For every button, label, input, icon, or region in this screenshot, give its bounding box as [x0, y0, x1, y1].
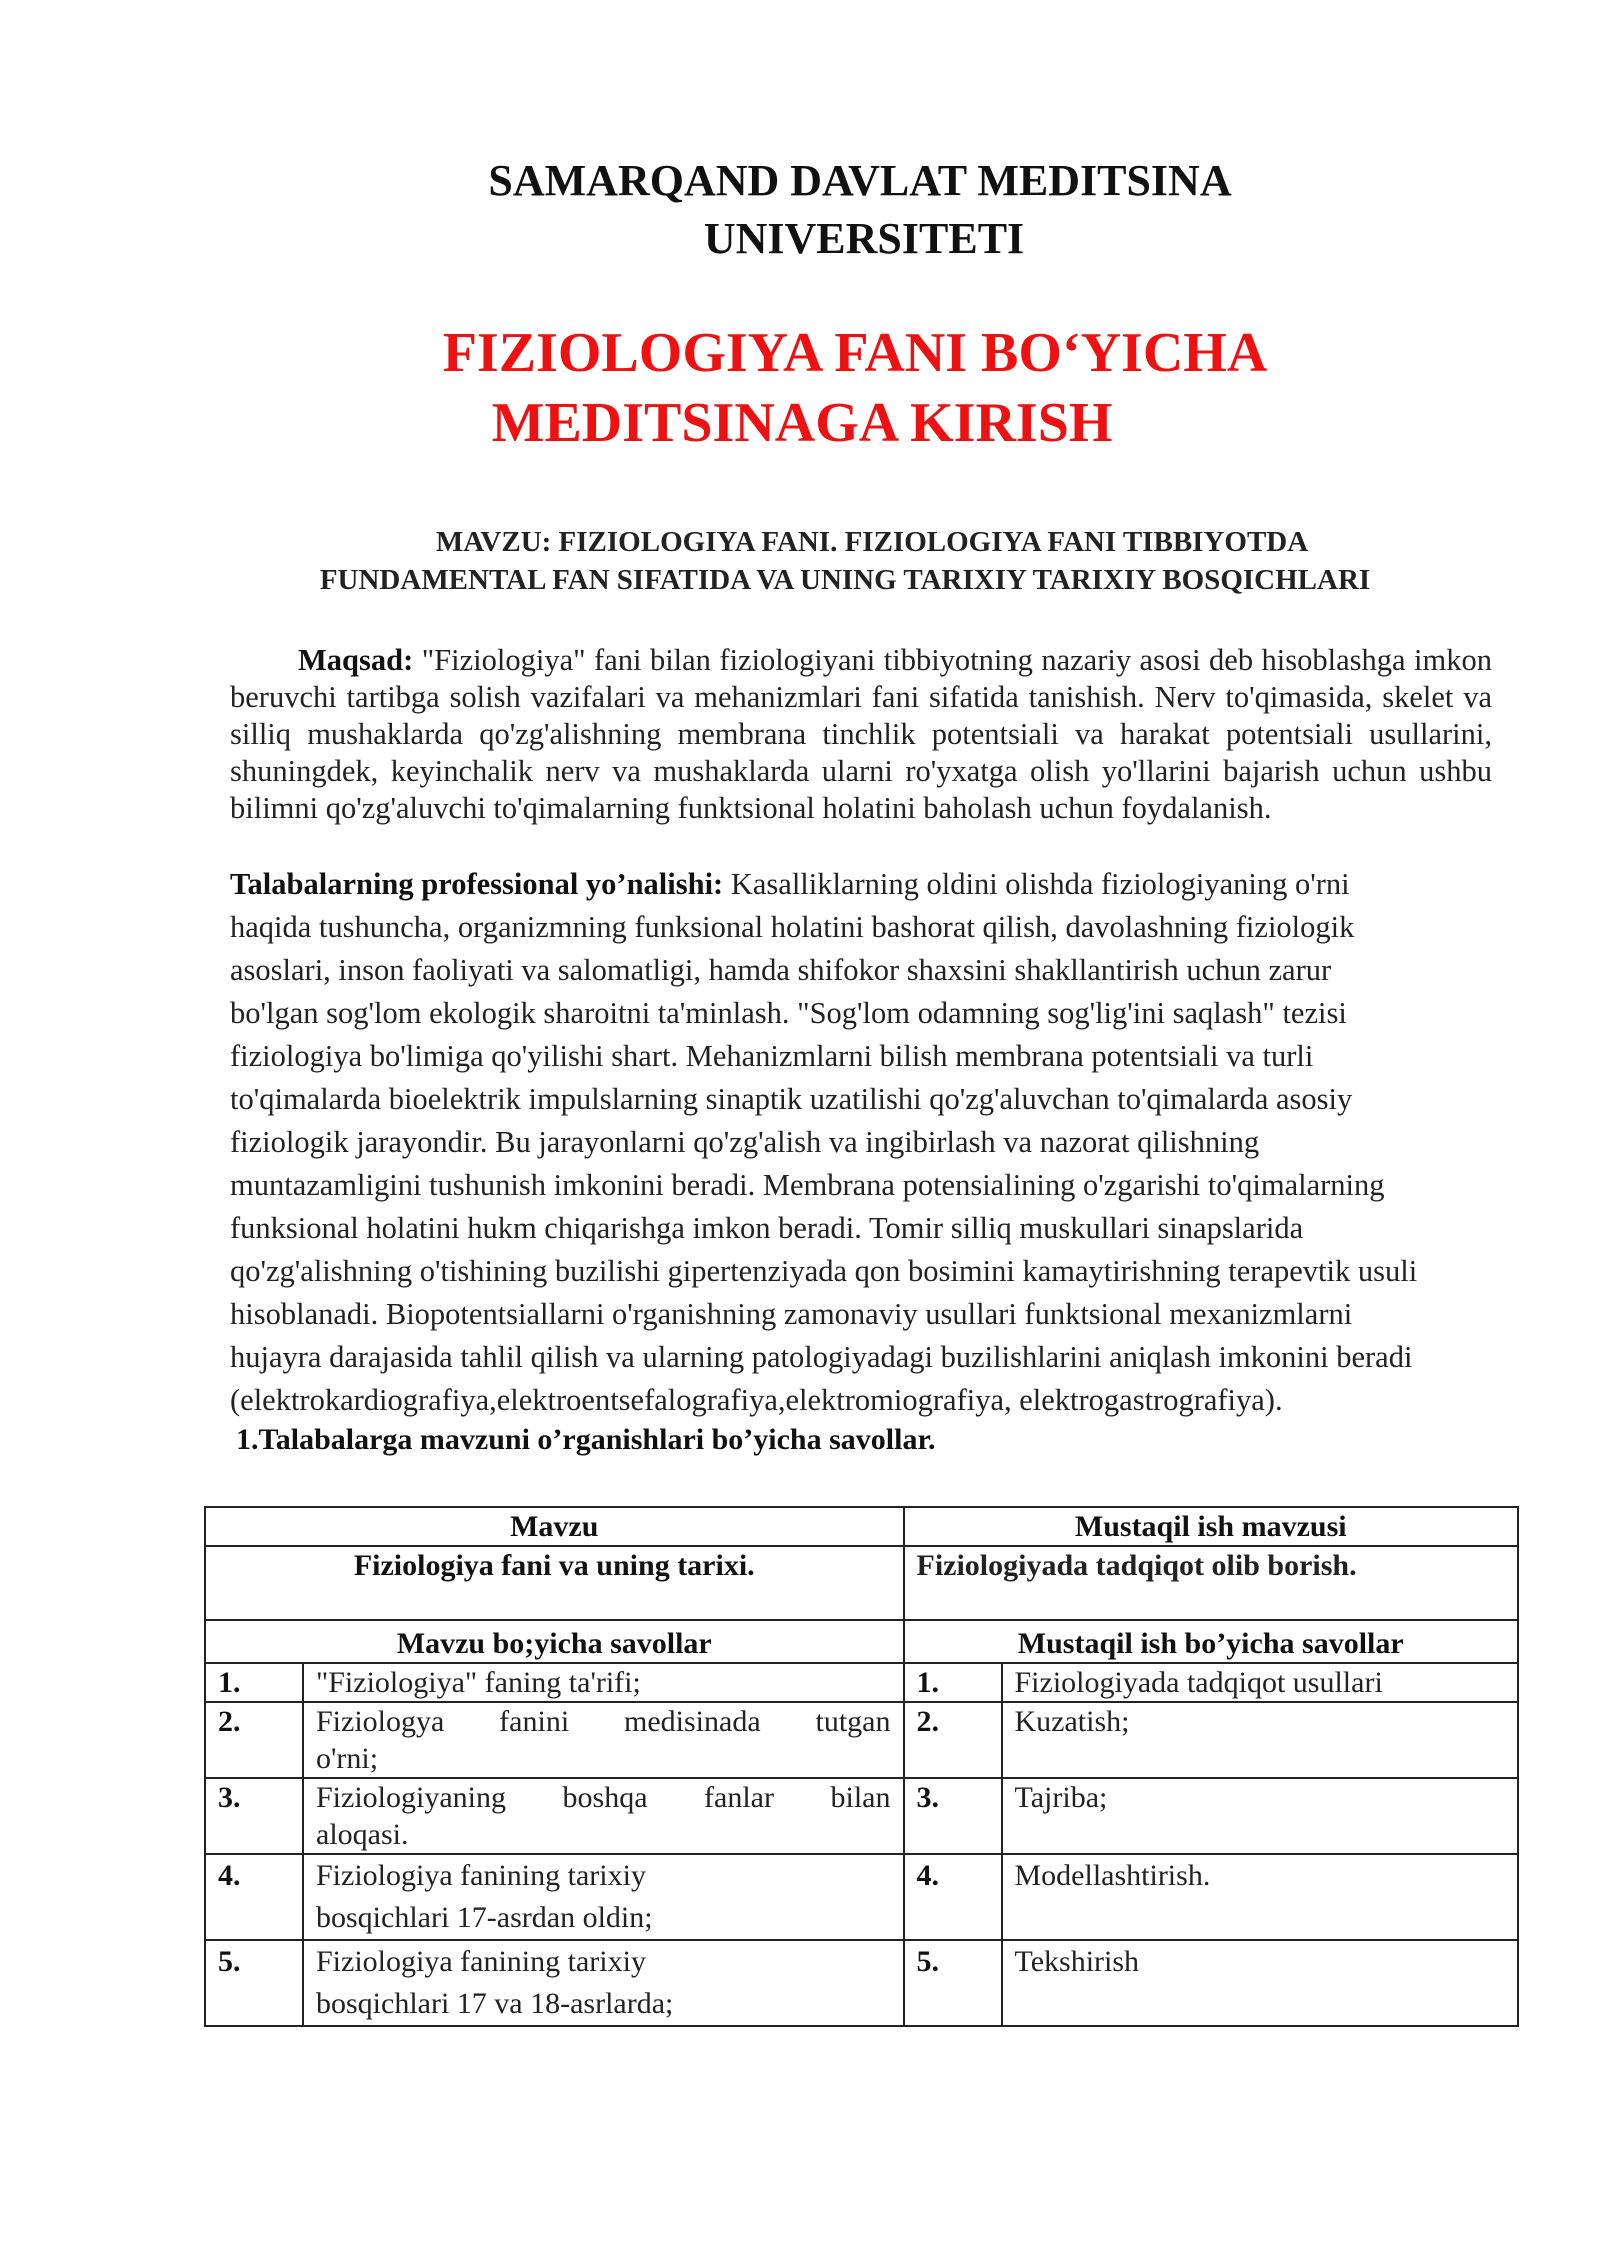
topic-question: [303, 1940, 904, 2026]
institution-line-1: SAMARQAND DAVLAT MEDITSINA: [488, 156, 1232, 205]
row-number: 2.: [904, 1702, 1002, 1778]
table-row: [205, 1702, 1518, 1778]
goal-label: Maqsad:: [298, 643, 414, 677]
topic-question-text-cont: aloqasi.: [316, 1818, 409, 1851]
independent-question: Tekshirish: [1002, 1940, 1519, 2026]
topic-question: [303, 1702, 904, 1778]
topic-line-2: FUNDAMENTAL FAN SIFATIDA VA UNING TARIXIY TARIXIY BOSQICHLARI: [319, 564, 1371, 596]
prof-text-0: Kasalliklarning oldini olishda fiziologiyaning o'rni: [730, 867, 1350, 901]
title-line-2: MEDITSINAGA KIRISH: [491, 392, 1113, 454]
prof-line-12: (elektrokardiografiya,elektroentsefalografiya,elektromiografiya, elektrogastrografiya).: [230, 1383, 1283, 1417]
row-number: 1.: [205, 1663, 303, 1702]
table-row: [205, 1663, 1518, 1702]
topic-question-text-cont: o'rni;: [316, 1742, 379, 1775]
row-number: 2.: [205, 1702, 303, 1778]
table-row: [205, 1778, 1518, 1854]
row-number: 4.: [205, 1854, 303, 1940]
topic-question: [303, 1854, 904, 1940]
col1-topic: Fiziologiya fani va uning tarixi.: [205, 1546, 904, 1620]
col2-topic: Fiziologiyada tadqiqot olib borish.: [904, 1546, 1519, 1620]
goal-text: "Fiziologiya" fani bilan fiziologiyani tibbiyotning nazariy asosi deb hisoblashga imkon beruvchi tartibga solish vazifalari va mehanizmlari fani sifatida tanishish. Nerv to'qimasida, skelet va silliq mushaklarda qo'zg'alishning membrana tinchlik potentsiali va harakat potentsiali usullarini, shuningdek, keyinchalik nerv va mushaklarda ularni ro'yxatga olish yo'llarini bajarish uchun ushbu bilimni qo'zg'aluvchi to'qimalarning funktsional holatini baholash uchun foydalanish.: [230, 643, 1492, 825]
goal-paragraph: [230, 642, 1492, 827]
topic-question-text-cont: bosqichlari 17 va 18-asrlarda;: [316, 1987, 674, 2020]
topic-question-text-cont: bosqichlari 17-asrdan oldin;: [316, 1901, 653, 1934]
row-number: 3.: [904, 1778, 1002, 1854]
topic-question: [303, 1778, 904, 1854]
prof-line-0: [230, 863, 1492, 906]
col1-header: Mavzu: [205, 1507, 904, 1546]
row-number: 5.: [904, 1940, 1002, 2026]
topic-question-text: "Fiziologiya" faning ta'rifi;: [316, 1666, 641, 1699]
row-number: 3.: [205, 1778, 303, 1854]
professional-paragraph: [230, 863, 1492, 1422]
topic-text-1: FIZIOLOGIYA FANI. FIZIOLOGIYA FANI TIBBIYOTDA: [558, 526, 1309, 558]
prof-line-5: to'qimalarda bioelektrik impulslarning sinaptik uzatilishi qo'zg'aluvchan to'qimalarda asosiy: [230, 1082, 1353, 1116]
table-row: [205, 1854, 1518, 1940]
professional-label: Talabalarning professional yo’nalishi:: [230, 867, 724, 901]
prof-line-2: asoslari, inson faoliyati va salomatligi, hamda shifokor shaxsini shakllantirish uchun zarur: [230, 953, 1332, 987]
topic-question-text: Fiziologiya fanining tarixiy: [316, 1859, 646, 1892]
topic-question-text: Fiziologya fanini medisinada tutgan: [316, 1705, 891, 1738]
row-number: 1.: [904, 1663, 1002, 1702]
row-number: 4.: [904, 1854, 1002, 1940]
table-subheader-row: [205, 1620, 1518, 1663]
independent-question: Tajriba;: [1002, 1778, 1519, 1854]
col1-subheader: Mavzu bo;yicha savollar: [205, 1620, 904, 1663]
topic-question-text: Fiziologiyaning boshqa fanlar bilan: [316, 1781, 891, 1814]
document-title: [0, 318, 1600, 458]
topic-line-1: [200, 523, 1490, 561]
questions-heading: 1.Talabalarga mavzuni o’rganishlari bo’yicha savollar.: [236, 1423, 936, 1456]
independent-question: Kuzatish;: [1002, 1702, 1519, 1778]
row-number: 5.: [205, 1940, 303, 2026]
topic-heading: [200, 523, 1490, 599]
col2-header: Mustaqil ish mavzusi: [904, 1507, 1519, 1546]
independent-question: Fiziologiyada tadqiqot usullari: [1002, 1663, 1519, 1702]
topic-question: [303, 1663, 904, 1702]
col2-subheader: Mustaqil ish bo’yicha savollar: [904, 1620, 1519, 1663]
prof-line-6: fiziologik jarayondir. Bu jarayonlarni qo'zg'alish va ingibirlash va nazorat qilishning: [230, 1125, 1260, 1159]
prof-line-3: bo'lgan sog'lom ekologik sharoitni ta'minlash. "Sog'lom odamning sog'lig'ini saqlash" tezisi: [230, 996, 1347, 1030]
questions-table: [204, 1506, 1519, 2027]
prof-line-7: muntazamligini tushunish imkonini beradi. Membrana potensialining o'zgarishi to'qimalarning: [230, 1168, 1385, 1202]
prof-line-1: haqida tushuncha, organizmning funksional holatini bashorat qilish, davolashning fiziologik: [230, 910, 1355, 944]
independent-question: Modellashtirish.: [1002, 1854, 1519, 1940]
topic-label: MAVZU:: [435, 526, 552, 558]
prof-line-11: hujayra darajasida tahlil qilish va ularning patologiyadagi buzilishlarini aniqlash imkonini beradi: [230, 1340, 1413, 1374]
title-line-1: FIZIOLOGIYA FANI BO‘YICHA: [442, 322, 1268, 384]
prof-line-8: funksional holatini hukm chiqarishga imkon beradi. Tomir silliq muskullari sinapslarida: [230, 1211, 1304, 1245]
prof-line-10: hisoblanadi. Biopotentsiallarni o'rganishning zamonaviy usullari funktsional mexanizmlarni: [230, 1297, 1353, 1331]
topic-question-text: Fiziologiya fanining tarixiy: [316, 1945, 646, 1978]
prof-line-9: qo'zg'alishning o'tishining buzilishi gipertenziyada qon bosimini kamaytirishning terapevtik usuli: [230, 1254, 1418, 1288]
table-header-row: [205, 1507, 1518, 1546]
institution-line-2: UNIVERSITETI: [703, 214, 1025, 263]
table-row: [205, 1940, 1518, 2026]
institution-name: [0, 152, 1600, 268]
prof-line-4: fiziologiya bo'limiga qo'yilishi shart. Mehanizmlarni bilish membrana potentsiali va turli: [230, 1039, 1314, 1073]
table-topic-row: [205, 1546, 1518, 1620]
